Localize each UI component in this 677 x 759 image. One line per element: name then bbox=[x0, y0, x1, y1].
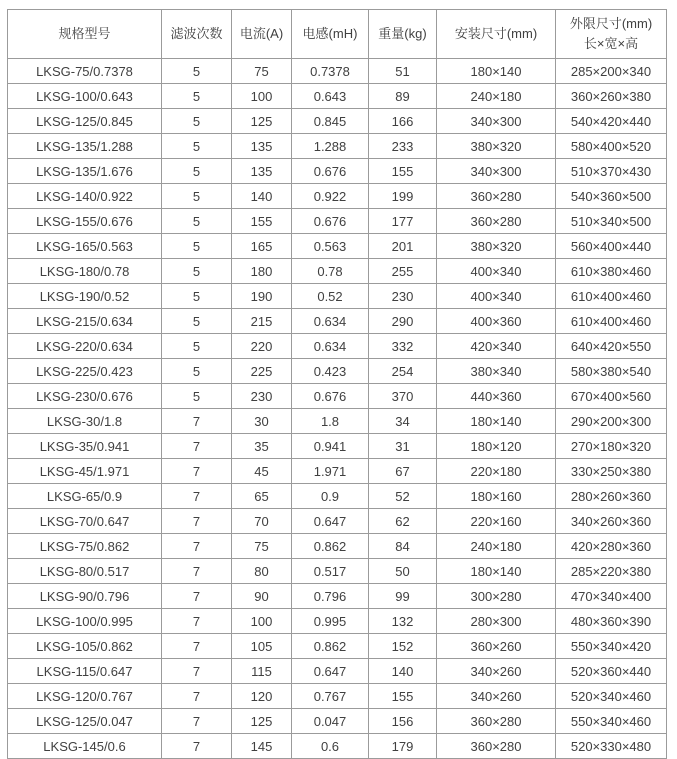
column-header-mount-size bbox=[437, 10, 556, 59]
column-header-label: 外限尺寸(mm) bbox=[569, 15, 653, 31]
current-cell: 145 bbox=[232, 734, 292, 759]
weight-cell: 155 bbox=[369, 159, 437, 184]
column-header-label: 电感(mH) bbox=[302, 25, 358, 41]
column-header-current bbox=[232, 10, 292, 59]
inductance-cell: 0.7378 bbox=[292, 59, 369, 84]
mount-size-cell: 180×140 bbox=[437, 409, 556, 434]
inductance-cell: 0.52 bbox=[292, 284, 369, 309]
outer-size-cell: 540×360×500 bbox=[556, 184, 667, 209]
filter-order-cell: 5 bbox=[162, 84, 232, 109]
current-cell: 115 bbox=[232, 659, 292, 684]
mount-size-cell: 360×280 bbox=[437, 184, 556, 209]
model-cell: LKSG-215/0.634 bbox=[8, 309, 162, 334]
current-cell: 165 bbox=[232, 234, 292, 259]
model-cell: LKSG-225/0.423 bbox=[8, 359, 162, 384]
outer-size-cell: 520×330×480 bbox=[556, 734, 667, 759]
current-cell: 100 bbox=[232, 609, 292, 634]
outer-size-cell: 580×400×520 bbox=[556, 134, 667, 159]
column-header-label: 安装尺寸(mm) bbox=[454, 25, 538, 41]
mount-size-cell: 340×260 bbox=[437, 684, 556, 709]
mount-size-cell: 360×280 bbox=[437, 734, 556, 759]
model-cell: LKSG-80/0.517 bbox=[8, 559, 162, 584]
filter-order-cell: 7 bbox=[162, 484, 232, 509]
model-cell: LKSG-35/0.941 bbox=[8, 434, 162, 459]
weight-cell: 230 bbox=[369, 284, 437, 309]
filter-order-cell: 5 bbox=[162, 259, 232, 284]
model-cell: LKSG-220/0.634 bbox=[8, 334, 162, 359]
column-header-label: 规格型号 bbox=[58, 25, 111, 41]
column-header-weight bbox=[369, 10, 437, 59]
weight-cell: 177 bbox=[369, 209, 437, 234]
filter-order-cell: 5 bbox=[162, 159, 232, 184]
inductance-cell: 0.676 bbox=[292, 384, 369, 409]
current-cell: 135 bbox=[232, 159, 292, 184]
outer-size-cell: 285×220×380 bbox=[556, 559, 667, 584]
weight-cell: 140 bbox=[369, 659, 437, 684]
column-header-label: 滤波次数 bbox=[170, 25, 223, 41]
weight-cell: 155 bbox=[369, 684, 437, 709]
weight-cell: 34 bbox=[369, 409, 437, 434]
current-cell: 65 bbox=[232, 484, 292, 509]
mount-size-cell: 220×180 bbox=[437, 459, 556, 484]
current-cell: 75 bbox=[232, 534, 292, 559]
mount-size-cell: 440×360 bbox=[437, 384, 556, 409]
weight-cell: 290 bbox=[369, 309, 437, 334]
table-row bbox=[8, 434, 667, 459]
model-cell: LKSG-140/0.922 bbox=[8, 184, 162, 209]
model-cell: LKSG-30/1.8 bbox=[8, 409, 162, 434]
column-header-inductance bbox=[292, 10, 369, 59]
table-row bbox=[8, 284, 667, 309]
filter-order-cell: 5 bbox=[162, 184, 232, 209]
model-cell: LKSG-230/0.676 bbox=[8, 384, 162, 409]
table-row bbox=[8, 659, 667, 684]
outer-size-cell: 610×400×460 bbox=[556, 284, 667, 309]
inductance-cell: 0.634 bbox=[292, 309, 369, 334]
table-row bbox=[8, 309, 667, 334]
outer-size-cell: 580×380×540 bbox=[556, 359, 667, 384]
table-row bbox=[8, 509, 667, 534]
outer-size-cell: 285×200×340 bbox=[556, 59, 667, 84]
model-cell: LKSG-165/0.563 bbox=[8, 234, 162, 259]
outer-size-cell: 560×400×440 bbox=[556, 234, 667, 259]
table-row bbox=[8, 359, 667, 384]
filter-order-cell: 5 bbox=[162, 109, 232, 134]
current-cell: 80 bbox=[232, 559, 292, 584]
inductance-cell: 0.9 bbox=[292, 484, 369, 509]
weight-cell: 179 bbox=[369, 734, 437, 759]
inductance-cell: 0.78 bbox=[292, 259, 369, 284]
table-row bbox=[8, 209, 667, 234]
inductance-cell: 0.643 bbox=[292, 84, 369, 109]
filter-order-cell: 7 bbox=[162, 584, 232, 609]
inductance-cell: 0.922 bbox=[292, 184, 369, 209]
mount-size-cell: 180×160 bbox=[437, 484, 556, 509]
current-cell: 30 bbox=[232, 409, 292, 434]
table-row bbox=[8, 609, 667, 634]
mount-size-cell: 380×320 bbox=[437, 134, 556, 159]
mount-size-cell: 360×260 bbox=[437, 634, 556, 659]
model-cell: LKSG-90/0.796 bbox=[8, 584, 162, 609]
outer-size-cell: 510×340×500 bbox=[556, 209, 667, 234]
weight-cell: 233 bbox=[369, 134, 437, 159]
mount-size-cell: 220×160 bbox=[437, 509, 556, 534]
model-cell: LKSG-190/0.52 bbox=[8, 284, 162, 309]
model-cell: LKSG-120/0.767 bbox=[8, 684, 162, 709]
model-cell: LKSG-180/0.78 bbox=[8, 259, 162, 284]
filter-order-cell: 5 bbox=[162, 334, 232, 359]
table-body bbox=[8, 59, 667, 759]
mount-size-cell: 180×140 bbox=[437, 559, 556, 584]
inductance-cell: 0.845 bbox=[292, 109, 369, 134]
model-cell: LKSG-105/0.862 bbox=[8, 634, 162, 659]
mount-size-cell: 400×360 bbox=[437, 309, 556, 334]
mount-size-cell: 340×260 bbox=[437, 659, 556, 684]
inductance-cell: 0.647 bbox=[292, 659, 369, 684]
weight-cell: 201 bbox=[369, 234, 437, 259]
filter-order-cell: 7 bbox=[162, 659, 232, 684]
current-cell: 220 bbox=[232, 334, 292, 359]
current-cell: 90 bbox=[232, 584, 292, 609]
filter-order-cell: 5 bbox=[162, 384, 232, 409]
outer-size-cell: 420×280×360 bbox=[556, 534, 667, 559]
filter-order-cell: 7 bbox=[162, 509, 232, 534]
table-row bbox=[8, 459, 667, 484]
outer-size-cell: 270×180×320 bbox=[556, 434, 667, 459]
weight-cell: 50 bbox=[369, 559, 437, 584]
weight-cell: 89 bbox=[369, 84, 437, 109]
model-cell: LKSG-100/0.643 bbox=[8, 84, 162, 109]
inductance-cell: 0.6 bbox=[292, 734, 369, 759]
weight-cell: 67 bbox=[369, 459, 437, 484]
filter-order-cell: 7 bbox=[162, 709, 232, 734]
outer-size-cell: 280×260×360 bbox=[556, 484, 667, 509]
current-cell: 35 bbox=[232, 434, 292, 459]
outer-size-cell: 610×380×460 bbox=[556, 259, 667, 284]
inductance-cell: 0.647 bbox=[292, 509, 369, 534]
mount-size-cell: 340×300 bbox=[437, 109, 556, 134]
mount-size-cell: 360×280 bbox=[437, 209, 556, 234]
current-cell: 135 bbox=[232, 134, 292, 159]
current-cell: 75 bbox=[232, 59, 292, 84]
model-cell: LKSG-155/0.676 bbox=[8, 209, 162, 234]
filter-order-cell: 5 bbox=[162, 234, 232, 259]
table-row bbox=[8, 684, 667, 709]
outer-size-cell: 550×340×460 bbox=[556, 709, 667, 734]
filter-order-cell: 7 bbox=[162, 634, 232, 659]
outer-size-cell: 640×420×550 bbox=[556, 334, 667, 359]
column-header-model bbox=[8, 10, 162, 59]
weight-cell: 370 bbox=[369, 384, 437, 409]
current-cell: 105 bbox=[232, 634, 292, 659]
weight-cell: 132 bbox=[369, 609, 437, 634]
filter-order-cell: 7 bbox=[162, 434, 232, 459]
mount-size-cell: 180×120 bbox=[437, 434, 556, 459]
mount-size-cell: 400×340 bbox=[437, 259, 556, 284]
table-row bbox=[8, 134, 667, 159]
outer-size-cell: 510×370×430 bbox=[556, 159, 667, 184]
inductance-cell: 0.796 bbox=[292, 584, 369, 609]
weight-cell: 332 bbox=[369, 334, 437, 359]
header-row bbox=[8, 10, 667, 59]
weight-cell: 31 bbox=[369, 434, 437, 459]
current-cell: 140 bbox=[232, 184, 292, 209]
table-row bbox=[8, 159, 667, 184]
table-row bbox=[8, 334, 667, 359]
mount-size-cell: 280×300 bbox=[437, 609, 556, 634]
model-cell: LKSG-125/0.047 bbox=[8, 709, 162, 734]
inductance-cell: 0.767 bbox=[292, 684, 369, 709]
table-row bbox=[8, 534, 667, 559]
weight-cell: 156 bbox=[369, 709, 437, 734]
inductance-cell: 0.563 bbox=[292, 234, 369, 259]
model-cell: LKSG-135/1.288 bbox=[8, 134, 162, 159]
filter-order-cell: 7 bbox=[162, 409, 232, 434]
table-row bbox=[8, 234, 667, 259]
weight-cell: 254 bbox=[369, 359, 437, 384]
table-row bbox=[8, 734, 667, 759]
inductance-cell: 1.971 bbox=[292, 459, 369, 484]
inductance-cell: 0.047 bbox=[292, 709, 369, 734]
model-cell: LKSG-45/1.971 bbox=[8, 459, 162, 484]
current-cell: 155 bbox=[232, 209, 292, 234]
filter-order-cell: 7 bbox=[162, 559, 232, 584]
mount-size-cell: 240×180 bbox=[437, 534, 556, 559]
outer-size-cell: 480×360×390 bbox=[556, 609, 667, 634]
table-row bbox=[8, 59, 667, 84]
table-row bbox=[8, 109, 667, 134]
weight-cell: 84 bbox=[369, 534, 437, 559]
table-row bbox=[8, 409, 667, 434]
weight-cell: 51 bbox=[369, 59, 437, 84]
filter-order-cell: 5 bbox=[162, 59, 232, 84]
filter-order-cell: 5 bbox=[162, 209, 232, 234]
filter-order-cell: 5 bbox=[162, 359, 232, 384]
table-row bbox=[8, 634, 667, 659]
inductance-cell: 0.423 bbox=[292, 359, 369, 384]
outer-size-cell: 670×400×560 bbox=[556, 384, 667, 409]
outer-size-cell: 470×340×400 bbox=[556, 584, 667, 609]
mount-size-cell: 420×340 bbox=[437, 334, 556, 359]
column-header-outer-size bbox=[556, 10, 667, 59]
weight-cell: 255 bbox=[369, 259, 437, 284]
model-cell: LKSG-65/0.9 bbox=[8, 484, 162, 509]
inductance-cell: 0.517 bbox=[292, 559, 369, 584]
filter-order-cell: 7 bbox=[162, 459, 232, 484]
mount-size-cell: 400×340 bbox=[437, 284, 556, 309]
model-cell: LKSG-75/0.7378 bbox=[8, 59, 162, 84]
model-cell: LKSG-70/0.647 bbox=[8, 509, 162, 534]
inductance-cell: 0.941 bbox=[292, 434, 369, 459]
filter-order-cell: 5 bbox=[162, 309, 232, 334]
filter-order-cell: 7 bbox=[162, 609, 232, 634]
model-cell: LKSG-75/0.862 bbox=[8, 534, 162, 559]
inductance-cell: 0.676 bbox=[292, 209, 369, 234]
inductance-cell: 0.862 bbox=[292, 634, 369, 659]
inductance-cell: 0.634 bbox=[292, 334, 369, 359]
mount-size-cell: 340×300 bbox=[437, 159, 556, 184]
column-header-filter-order bbox=[162, 10, 232, 59]
filter-order-cell: 7 bbox=[162, 684, 232, 709]
model-cell: LKSG-145/0.6 bbox=[8, 734, 162, 759]
current-cell: 215 bbox=[232, 309, 292, 334]
inductance-cell: 0.995 bbox=[292, 609, 369, 634]
table-row bbox=[8, 84, 667, 109]
filter-order-cell: 7 bbox=[162, 534, 232, 559]
table-row bbox=[8, 384, 667, 409]
inductance-cell: 0.676 bbox=[292, 159, 369, 184]
current-cell: 70 bbox=[232, 509, 292, 534]
filter-order-cell: 5 bbox=[162, 284, 232, 309]
column-header-sublabel: 长×宽×高 bbox=[583, 36, 639, 51]
current-cell: 125 bbox=[232, 709, 292, 734]
table-row bbox=[8, 484, 667, 509]
outer-size-cell: 540×420×440 bbox=[556, 109, 667, 134]
inductance-cell: 1.288 bbox=[292, 134, 369, 159]
mount-size-cell: 380×340 bbox=[437, 359, 556, 384]
filter-order-cell: 5 bbox=[162, 134, 232, 159]
model-cell: LKSG-135/1.676 bbox=[8, 159, 162, 184]
outer-size-cell: 360×260×380 bbox=[556, 84, 667, 109]
inductance-cell: 1.8 bbox=[292, 409, 369, 434]
mount-size-cell: 380×320 bbox=[437, 234, 556, 259]
outer-size-cell: 520×360×440 bbox=[556, 659, 667, 684]
mount-size-cell: 240×180 bbox=[437, 84, 556, 109]
model-cell: LKSG-115/0.647 bbox=[8, 659, 162, 684]
table-row bbox=[8, 709, 667, 734]
outer-size-cell: 340×260×360 bbox=[556, 509, 667, 534]
weight-cell: 62 bbox=[369, 509, 437, 534]
current-cell: 180 bbox=[232, 259, 292, 284]
weight-cell: 152 bbox=[369, 634, 437, 659]
mount-size-cell: 300×280 bbox=[437, 584, 556, 609]
outer-size-cell: 290×200×300 bbox=[556, 409, 667, 434]
current-cell: 120 bbox=[232, 684, 292, 709]
table-row bbox=[8, 184, 667, 209]
table-row bbox=[8, 559, 667, 584]
outer-size-cell: 520×340×460 bbox=[556, 684, 667, 709]
spec-table bbox=[7, 9, 667, 759]
outer-size-cell: 330×250×380 bbox=[556, 459, 667, 484]
column-header-label: 重量(kg) bbox=[378, 25, 427, 41]
filter-order-cell: 7 bbox=[162, 734, 232, 759]
column-header-label: 电流(A) bbox=[239, 25, 284, 41]
current-cell: 230 bbox=[232, 384, 292, 409]
table-row bbox=[8, 259, 667, 284]
table-row bbox=[8, 584, 667, 609]
weight-cell: 199 bbox=[369, 184, 437, 209]
model-cell: LKSG-100/0.995 bbox=[8, 609, 162, 634]
current-cell: 225 bbox=[232, 359, 292, 384]
mount-size-cell: 360×280 bbox=[437, 709, 556, 734]
outer-size-cell: 610×400×460 bbox=[556, 309, 667, 334]
weight-cell: 166 bbox=[369, 109, 437, 134]
inductance-cell: 0.862 bbox=[292, 534, 369, 559]
outer-size-cell: 550×340×420 bbox=[556, 634, 667, 659]
mount-size-cell: 180×140 bbox=[437, 59, 556, 84]
current-cell: 190 bbox=[232, 284, 292, 309]
current-cell: 45 bbox=[232, 459, 292, 484]
current-cell: 125 bbox=[232, 109, 292, 134]
weight-cell: 52 bbox=[369, 484, 437, 509]
model-cell: LKSG-125/0.845 bbox=[8, 109, 162, 134]
weight-cell: 99 bbox=[369, 584, 437, 609]
current-cell: 100 bbox=[232, 84, 292, 109]
